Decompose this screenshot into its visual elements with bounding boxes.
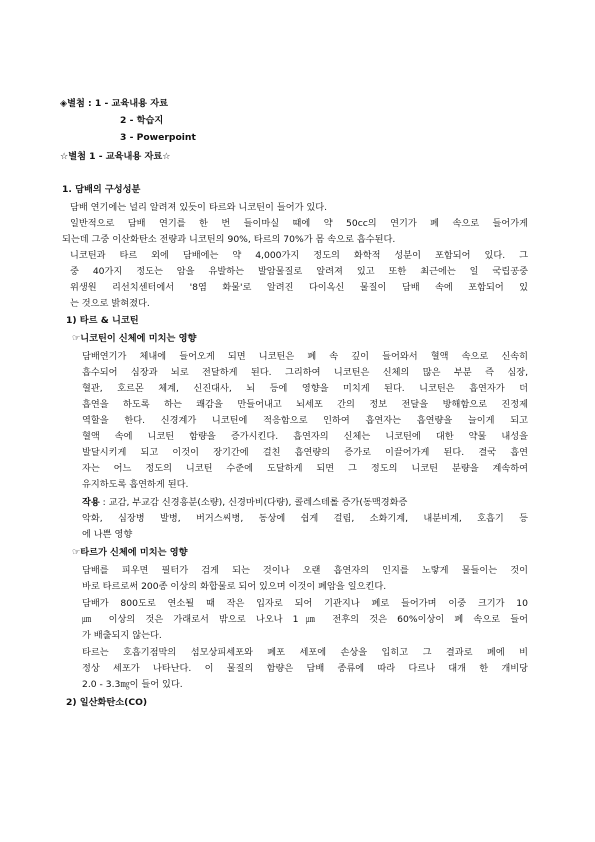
paragraph-line: 흡연을 하도록 하는 쾌감을 만들어내고 뇌세포 간의 정보 전달을 방해함으로 진정제	[82, 399, 528, 410]
paragraph-line: 혈액 속에 니코틴 함량을 증가시킨다. 흡연자의 신체는 니코틴에 대한 약물 내성을	[82, 431, 528, 442]
topic-heading: ☞타르가 신체에 미치는 영향	[72, 547, 188, 558]
attachment-item-2: 2 - 학습지	[120, 115, 164, 126]
paragraph-line: 에 나쁜 영향	[82, 529, 133, 540]
attachment-item-3: 3 - Powerpoint	[120, 132, 196, 143]
attachment-title: ☆별첨 1 - 교육내용 자료☆	[60, 151, 171, 162]
paragraph-line: 가 배출되지 않는다.	[82, 630, 162, 641]
paragraph-line: 악화, 심장병 발병, 버거스씨병, 동상에 쉽게 걸림, 소화기계, 내분비계, 호흡기 등	[82, 513, 528, 524]
paragraph-line: ㎛ 이상의 것은 가래로서 밖으로 나오나 1㎛ 전후의 것은 60%이상이 폐 속으로 들어	[82, 614, 528, 625]
paragraph-line: 중 40가지 정도는 암을 유발하는 발암물질로 알려져 있고 또한 최근에는 일 국립공중	[70, 266, 528, 277]
paragraph-line: 담배연기가 체내에 들어오게 되면 니코틴은 폐 속 깊이 들어와서 혈액 속으로 신속히	[82, 351, 528, 362]
subsection-heading: 1) 타르 & 니코틴	[66, 315, 139, 326]
attachment-list-heading: ◈별첨 : 1 - 교육내용 자료	[60, 98, 168, 109]
paragraph-line: 담배가 800도로 연소될 때 작은 입자로 되어 기관지나 폐로 들어가며 이중 크기가 10	[82, 598, 528, 609]
paragraph-line: 담배 연기에는 널리 알려져 있듯이 타르와 니코틴이 들어가 있다.	[70, 202, 328, 213]
paragraph-line: 일반적으로 담배 연기를 한 번 들이마실 때에 약 50cc의 연기가 폐 속으로 들어가게	[70, 218, 528, 229]
paragraph-line: 역할을 한다. 신경계가 니코틴에 적응함으로 인하여 흡연자는 흡연량을 늘이게 되고	[82, 415, 528, 426]
paragraph-line: 위생원 리선치센터에서 '8염 화물'로 알려진 다이옥신 물질이 담배 속에 포함되어 있	[70, 282, 528, 293]
paragraph-line: 니코틴과 타르 외에 담배에는 약 4,000가지 정도의 화학적 성분이 포함되어 있다. 그	[70, 250, 528, 261]
paragraph-line: 2.0 - 3.3㎎이 들어 있다.	[82, 679, 183, 690]
section-heading: 1. 담배의 구성성분	[62, 184, 141, 195]
effects-line	[82, 497, 407, 509]
paragraph-line: 되는데 그중 이산화탄소 전량과 니코틴의 90%, 타르의 70%가 몸 속으로 흡수된다.	[62, 234, 396, 245]
paragraph-line: 담배를 피우면 필터가 검게 되는 것이나 오랜 흡연자의 인지를 노랗게 물들이는 것이	[82, 565, 528, 576]
paragraph-line: 유지하도록 흡연하게 된다.	[82, 479, 189, 490]
paragraph-line: 발달시키게 되고 이것이 장기간에 걸친 흡연량의 증가로 이끌어가게 된다. 결국 흡연	[82, 447, 528, 458]
paragraph-line: 는 것으로 밝혀졌다.	[70, 298, 150, 309]
paragraph-line: 흡수되어 심장과 뇌로 전달하게 된다. 그리하여 니코틴은 신체의 많은 부분 즉 심장,	[82, 367, 528, 378]
topic-heading: ☞니코틴이 신체에 미치는 영향	[72, 333, 197, 344]
paragraph-line: 자는 어느 정도의 니코틴 수준에 도달하게 되면 그 정도의 니코틴 분량을 계속하여	[82, 463, 528, 474]
effects-label: 작용	[82, 497, 100, 508]
subsection-heading: 2) 일산화탄소(CO)	[66, 697, 148, 708]
paragraph-line: 바로 타르로써 200종 이상의 화합물로 되어 있으며 이것이 폐암을 일으킨다.	[82, 581, 387, 592]
paragraph-line: 혈관, 호르몬 체계, 신진대사, 뇌 등에 영향을 미치게 된다. 니코틴은 흡연자가 더	[82, 383, 528, 394]
effects-text: : 교감, 부교감 신경흥분(소량), 신경마비(다량), 콜레스테롤 증가(동맥경화증	[99, 497, 408, 508]
paragraph-line: 정상 세포가 나타난다. 이 물질의 함량은 담배 종류에 따라 다르나 대개 한 개비당	[82, 663, 528, 674]
paragraph-line: 타르는 호흡기점막의 섬모상피세포와 폐포 세포에 손상을 입히고 그 결과로 폐에 비	[82, 647, 528, 658]
